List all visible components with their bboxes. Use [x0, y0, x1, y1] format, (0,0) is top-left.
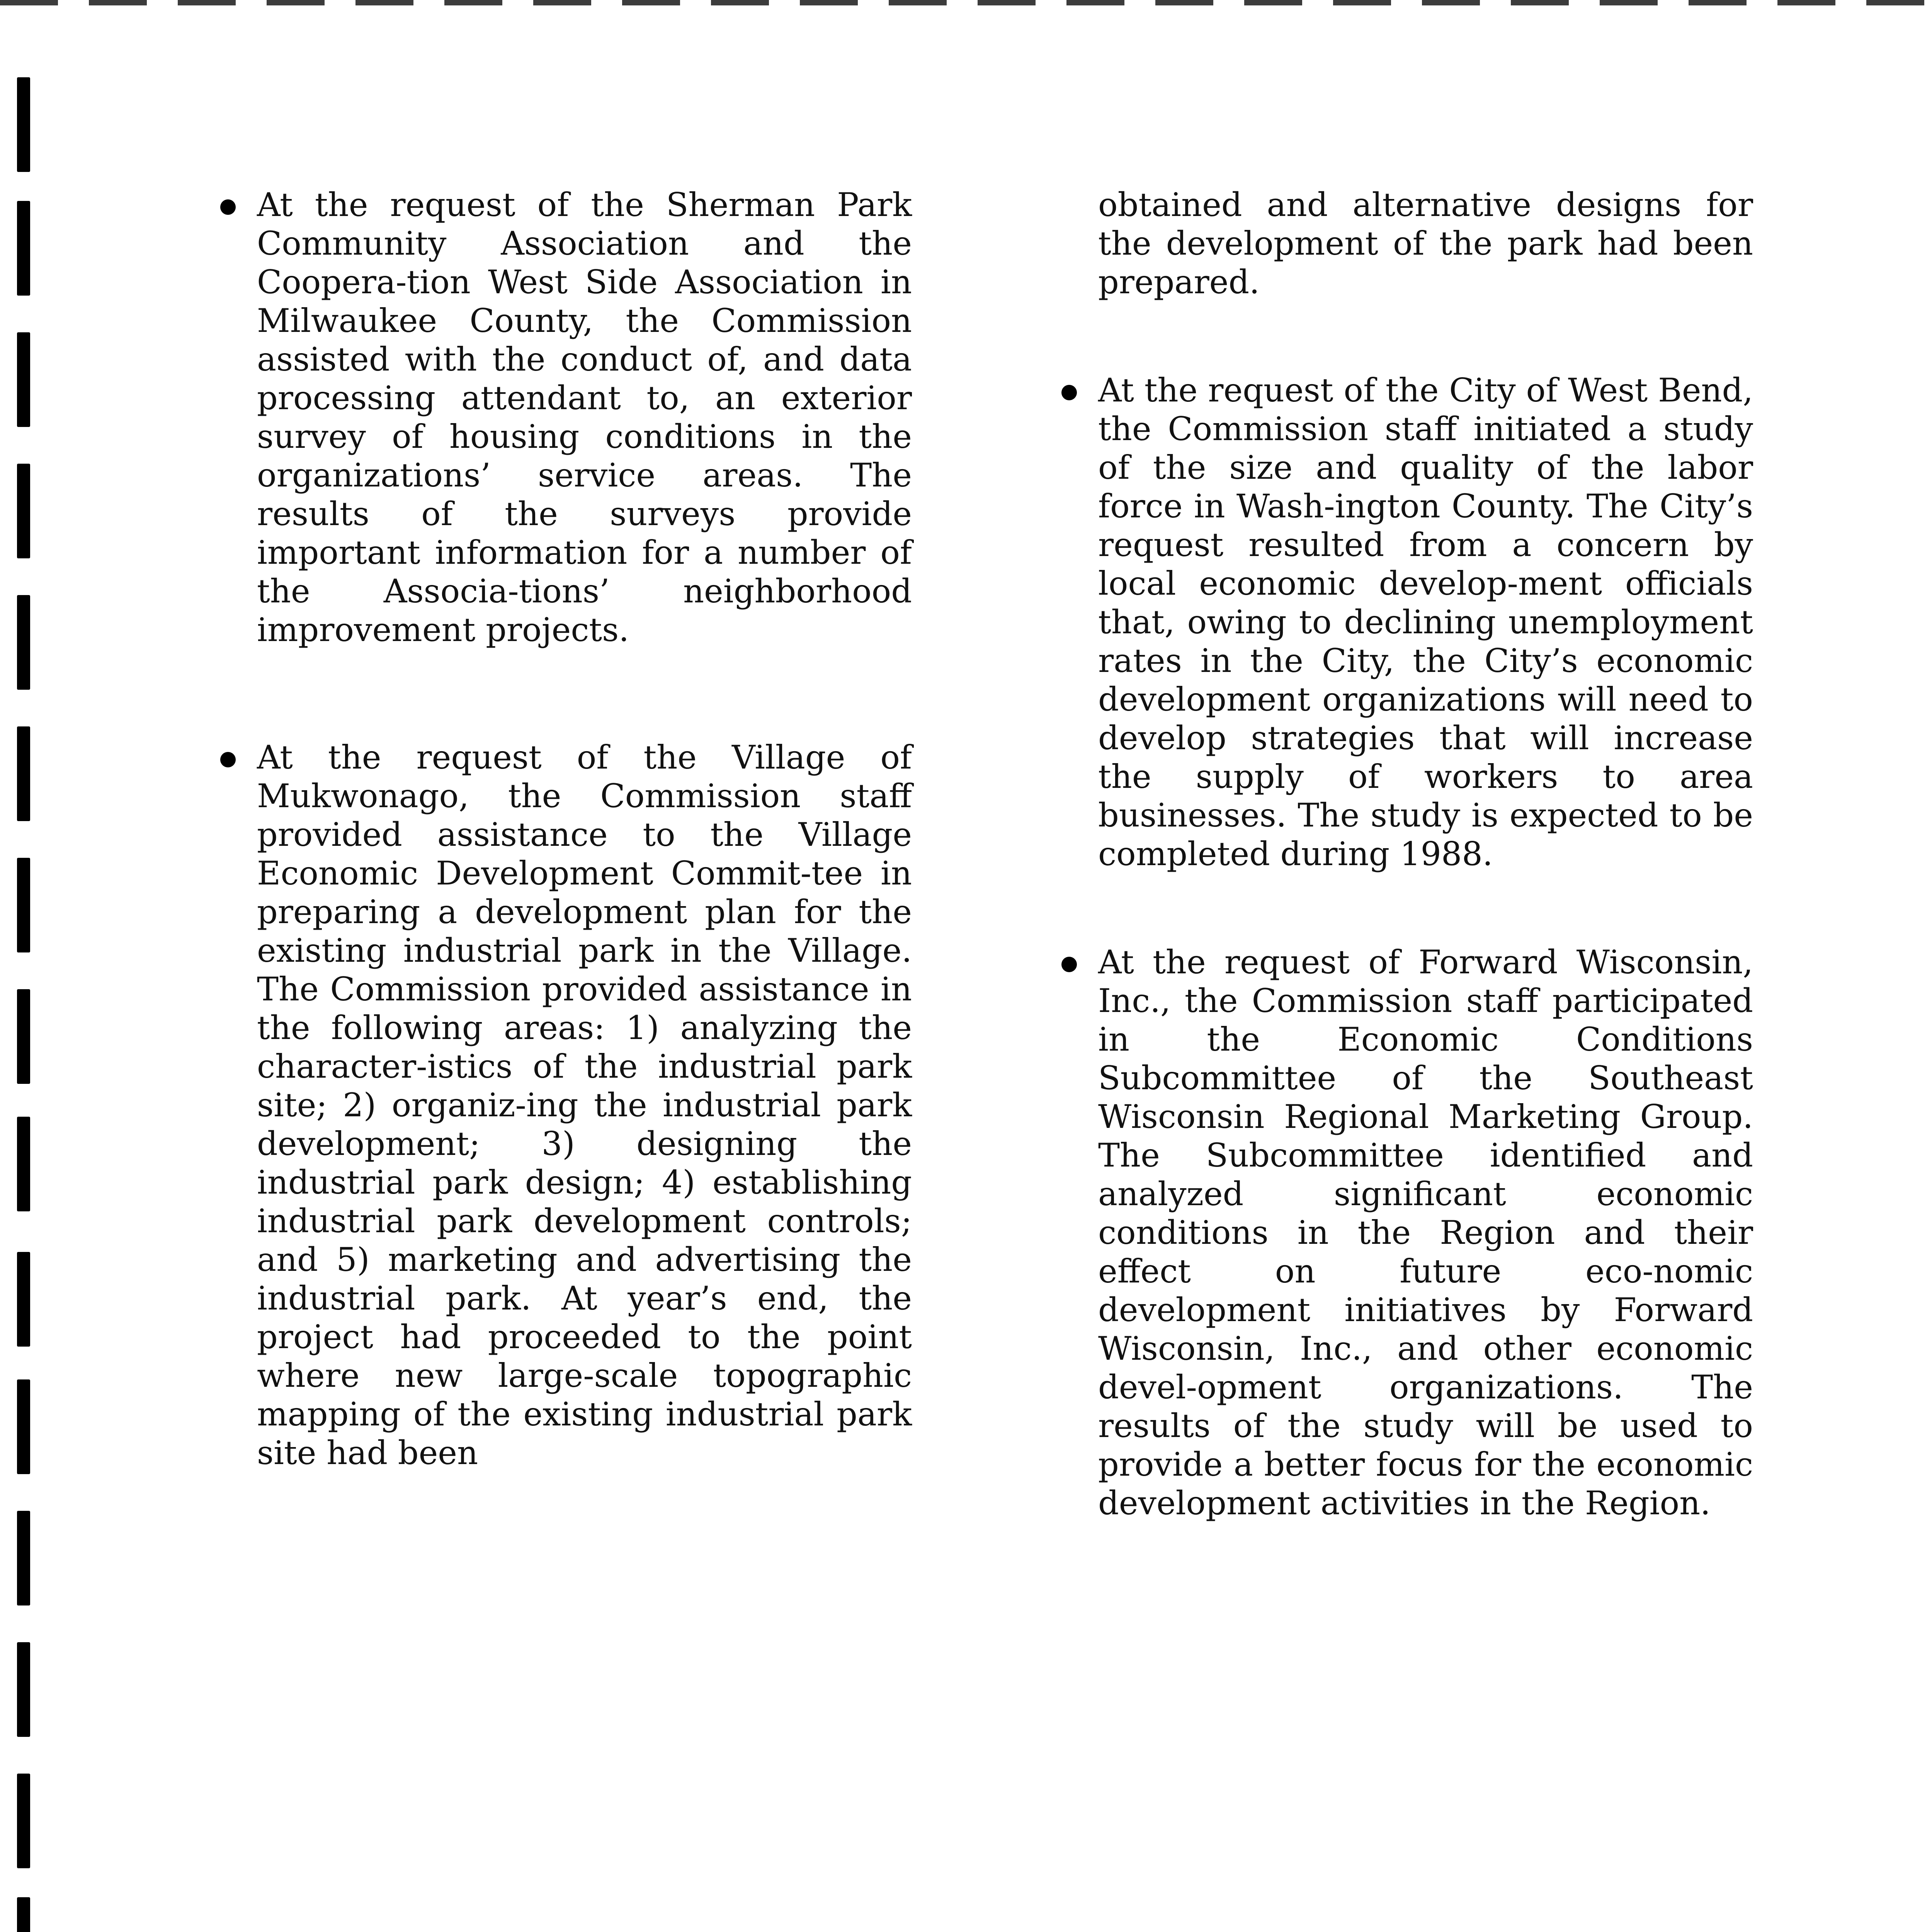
bullet-icon [1061, 385, 1077, 400]
binding-hole [17, 726, 30, 821]
scan-top-edge [0, 0, 1932, 5]
bullet-icon [220, 752, 236, 767]
bullet-item-text: At the request of the Sherman Park Community Association and the Coopera-tion West Side Association in Milwaukee County, the Commission assisted with the conduct of, and data processing attendant to, an exterior survey of housing conditions in the organizations’ service areas. The results of the surveys provide important information for a number of the Associa-tions’ neighborhood improvement projects. [257, 186, 912, 649]
binding-hole [17, 1379, 30, 1474]
bullet-item-forward-wisconsin [1058, 943, 1753, 1522]
continued-paragraph [1058, 185, 1753, 301]
bullet-item-text: At the request of Forward Wisconsin, Inc., the Commission staff participated in the Economic Conditions Subcommittee of the Southeast Wisconsin Regional Marketing Group. The Subcommittee identified and analyzed significant economic conditions in the Region and their effect on future eco-nomic development initiatives by Forward Wisconsin, Inc., and other economic devel-opment organizations. The results of the study will be used to provide a better focus for the economic development activities in the Region. [1098, 943, 1753, 1522]
binding-hole [17, 77, 30, 172]
spiral-binding-holes [11, 0, 46, 1932]
bullet-item-sherman-park [216, 185, 912, 649]
binding-hole [17, 1511, 30, 1605]
binding-hole [17, 332, 30, 427]
left-column [216, 185, 912, 1472]
bullet-icon [1061, 957, 1077, 972]
continued-paragraph-text: obtained and alternative designs for the development of the park had been prepared. [1098, 186, 1753, 301]
binding-hole [17, 1252, 30, 1347]
binding-hole [17, 1642, 30, 1737]
bullet-icon [220, 199, 236, 215]
right-column [1058, 185, 1753, 1522]
bullet-item-mukwonago [216, 738, 912, 1472]
bullet-item-text: At the request of the Village of Mukwonago, the Commission staff provided assistance to the Village Economic Development Commit-tee in preparing a development plan for the existing industrial park in the Village. The Commission provided assistance in the following areas: 1) analyzing the character-istics of the industrial park site; 2) organiz-ing the industrial park development; 3) designing the industrial park design; 4) establishing industrial park development controls; and 5) marketing and advertising the industrial park. At year’s end, the project had proceeded to the point where new large-scale topographic mapping of the existing industrial park site had been [257, 738, 912, 1472]
bullet-item-text: At the request of the City of West Bend, the Commission staff initiated a study of the size and quality of the labor force in Wash-ington County. The City’s request resulted from a concern by local economic develop-ment officials that, owing to declining unemployment rates in the City, the City’s economic development organizations will need to develop strategies that will increase the supply of workers to area businesses. The study is expected to be completed during 1988. [1098, 371, 1753, 873]
binding-hole [17, 201, 30, 296]
binding-hole [17, 464, 30, 558]
binding-hole [17, 595, 30, 690]
column-gap [216, 649, 912, 738]
binding-hole [17, 1117, 30, 1211]
binding-hole [17, 1897, 30, 1932]
binding-hole [17, 1774, 30, 1868]
binding-hole [17, 858, 30, 952]
bullet-item-west-bend [1058, 371, 1753, 873]
binding-hole [17, 989, 30, 1084]
